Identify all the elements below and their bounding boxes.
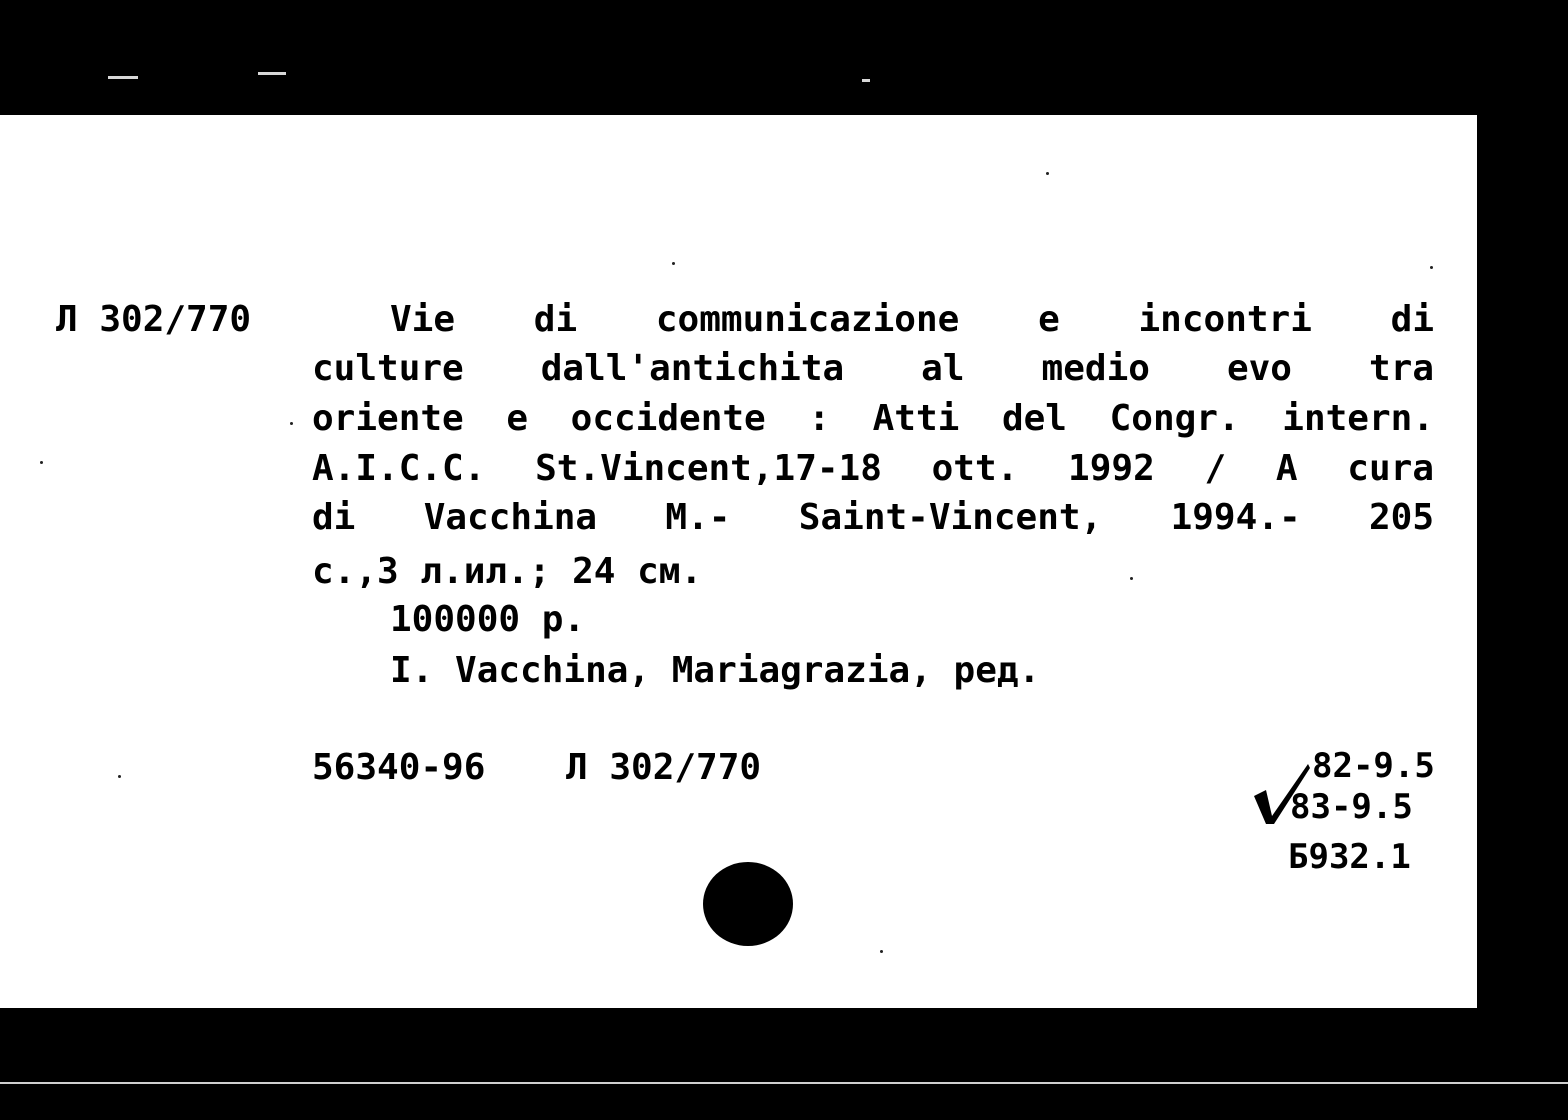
- speck: [1430, 266, 1433, 269]
- scan-border-line: [0, 1082, 1568, 1084]
- punch-hole: [703, 862, 793, 946]
- speck: [880, 950, 883, 953]
- classification-code: 83-9.5: [1290, 787, 1413, 827]
- check-mark-icon: [1252, 760, 1312, 826]
- accession-number: 56340-96: [312, 747, 486, 788]
- speck: [1130, 577, 1133, 580]
- price: 100000 р.: [390, 599, 586, 640]
- speck: [118, 775, 121, 778]
- speck: [40, 461, 43, 464]
- catalog-card: [0, 115, 1477, 1008]
- scan-artifact-mark: [258, 72, 286, 75]
- description-line: c.,3 л.ил.; 24 см.: [312, 551, 703, 592]
- call-number: Л 302/770: [56, 299, 252, 340]
- description-line: di Vacchina M.- Saint-Vincent, 1994.- 205: [312, 497, 1434, 538]
- classification-code: 82-9.5: [1312, 746, 1435, 786]
- description-line: culture dall'antichita al medio evo tra: [312, 348, 1434, 389]
- description-line: oriente e occidente : Atti del Congr. intern.: [312, 398, 1434, 439]
- description-line: A.I.C.C. St.Vincent,17-18 ott. 1992 / A cura: [312, 448, 1434, 489]
- speck: [672, 262, 675, 265]
- speck: [290, 422, 293, 425]
- classification-code: Б932.1: [1288, 837, 1411, 877]
- speck: [1046, 172, 1049, 175]
- added-entry: I. Vacchina, Mariagrazia, ред.: [390, 650, 1041, 691]
- accession-call-number: Л 302/770: [566, 747, 762, 788]
- scan-artifact-mark: [862, 79, 870, 82]
- description-line: Vie di communicazione e incontri di: [390, 299, 1434, 340]
- scan-artifact-mark: [108, 76, 138, 79]
